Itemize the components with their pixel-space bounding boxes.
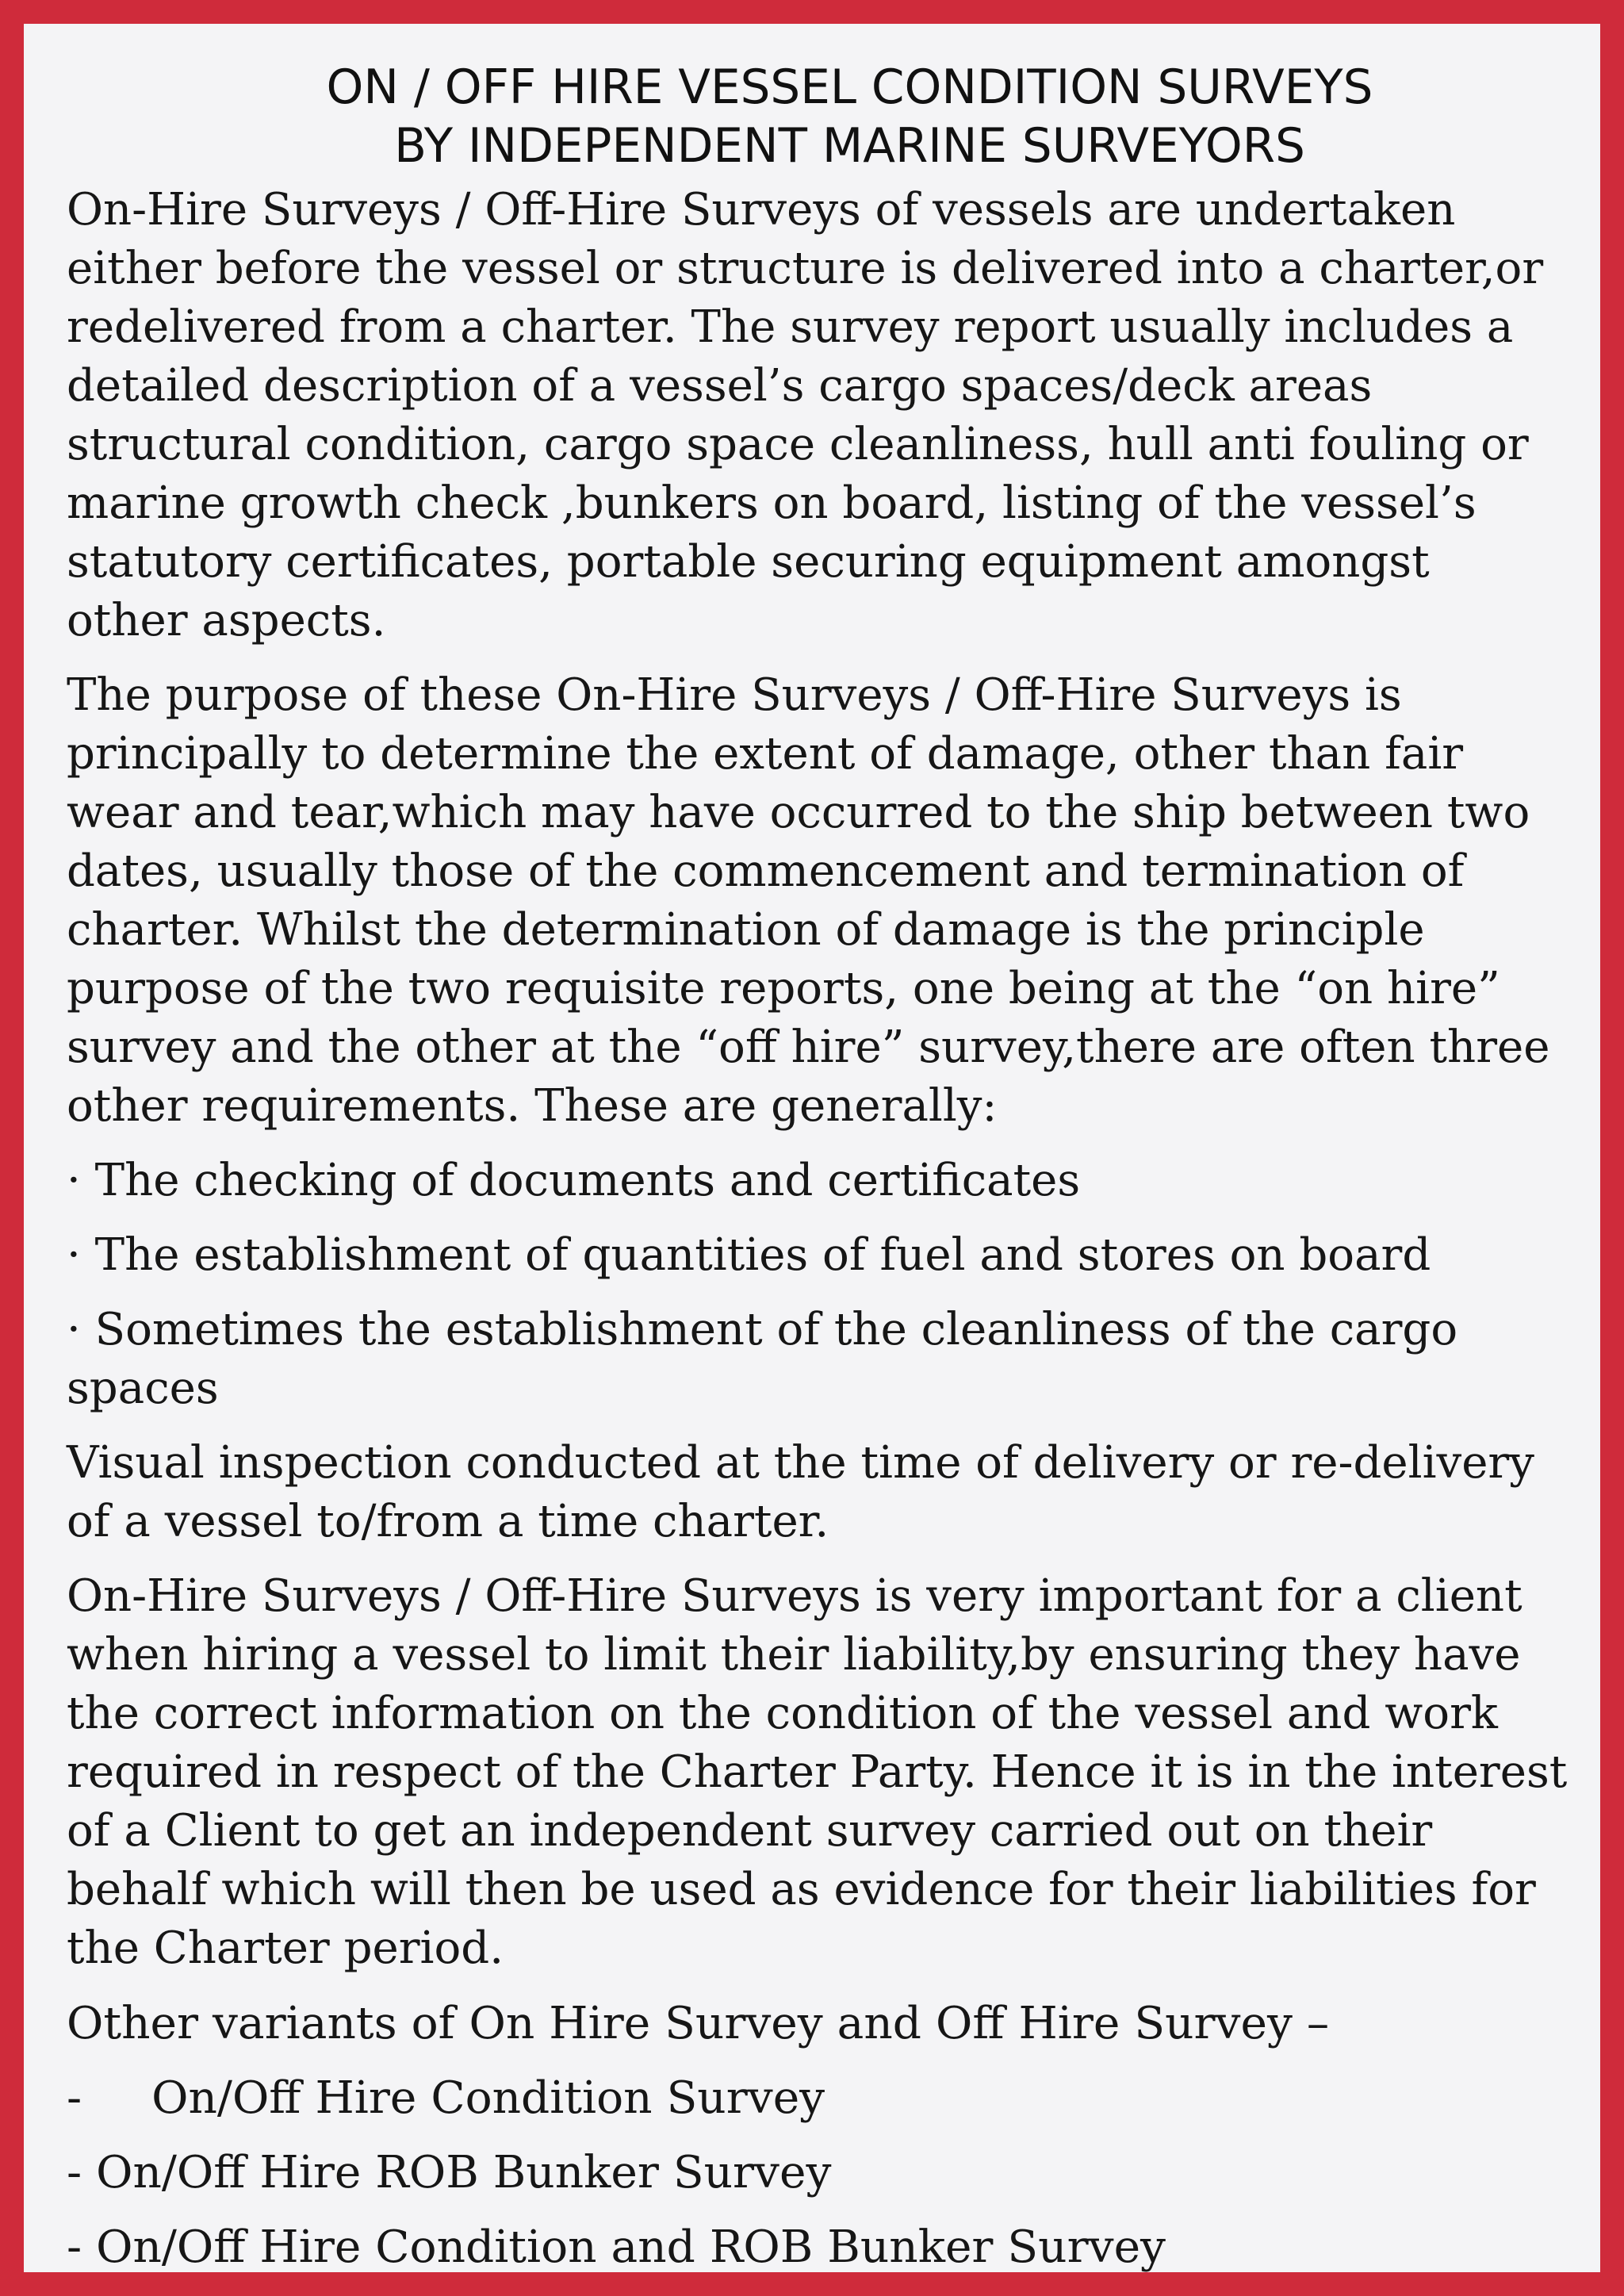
title-line-2: BY INDEPENDENT MARINE SURVEYORS	[394, 119, 1305, 174]
bullet-line: spaces	[67, 1363, 219, 1414]
paragraph-line: of a Client to get an independent survey carried out on their	[67, 1805, 1433, 1857]
variant-item: - On/Off Hire Condition and ROB Bunker Survey	[67, 2221, 1166, 2273]
bullet-item	[67, 1152, 1624, 1210]
paragraph-line: redelivered from a charter. The survey report usually includes a	[67, 301, 1514, 353]
paragraph-line: statutory certificates, portable securing equipment amongst	[67, 536, 1430, 588]
bullet-line: · Sometimes the establishment of the cleanliness of the cargo	[67, 1304, 1458, 1355]
variant-text: On/Off Hire Condition Survey	[151, 2072, 825, 2124]
variants-intro: Other variants of On Hire Survey and Off Hire Survey –	[67, 1997, 1330, 2049]
paragraph-line: wear and tear,which may have occurred to the ship between two	[67, 787, 1530, 838]
paragraph-line: On-Hire Surveys / Off-Hire Surveys is very important for a client	[67, 1570, 1522, 1622]
paragraph-line: other requirements. These are generally:	[67, 1080, 998, 1132]
paragraph-line: principally to determine the extent of damage, other than fair	[67, 728, 1464, 780]
page-title	[67, 59, 1624, 176]
paragraph-intro	[67, 181, 1624, 650]
paragraph-line: survey and the other at the “off hire” survey,there are often three	[67, 1022, 1550, 1073]
title-line-1: ON / OFF HIRE VESSEL CONDITION SURVEYS	[326, 60, 1373, 115]
variant-item: - On/Off Hire ROB Bunker Survey	[67, 2146, 832, 2198]
paragraph-line: On-Hire Surveys / Off-Hire Surveys of vessels are undertaken	[67, 184, 1456, 236]
bullet-line: · The establishment of quantities of fuel and stores on board	[67, 1229, 1431, 1281]
paragraph-line: structural condition, cargo space cleanliness, hull anti fouling or	[67, 419, 1529, 470]
paragraph-line: charter. Whilst the determination of damage is the principle	[67, 904, 1425, 956]
document-body	[67, 59, 1624, 2292]
paragraph-line: of a vessel to/from a time charter.	[67, 1496, 829, 1547]
paragraph-purpose	[67, 666, 1624, 1136]
variant-item	[67, 2068, 1624, 2127]
bullet-item	[67, 1301, 1624, 1418]
paragraph-line: detailed description of a vessel’s cargo spaces/deck areas	[67, 360, 1373, 412]
paragraph-line: marine growth check ,bunkers on board, listing of the vessel’s	[67, 477, 1477, 529]
variant-dash: -	[67, 2072, 82, 2124]
paragraph-line: when hiring a vessel to limit their liability,by ensuring they have	[67, 1629, 1521, 1681]
paragraph-line: required in respect of the Charter Party. Hence it is in the interest	[67, 1746, 1568, 1798]
paragraph-line: the Charter period.	[67, 1922, 504, 1974]
paragraph-line: the correct information on the condition of the vessel and work	[67, 1688, 1498, 1739]
paragraph-line: Visual inspection conducted at the time of delivery or re-delivery	[67, 1437, 1534, 1489]
paragraph-line: behalf which will then be used as evidence for their liabilities for	[67, 1864, 1536, 1915]
paragraph-importance	[67, 1567, 1624, 1978]
bullet-item	[67, 1226, 1624, 1285]
bullet-line: · The checking of documents and certificates	[67, 1155, 1081, 1206]
paragraph-line: dates, usually those of the commencement and termination of	[67, 845, 1465, 897]
paragraph-line: purpose of the two requisite reports, one being at the “on hire”	[67, 963, 1500, 1014]
paragraph-line: The purpose of these On-Hire Surveys / Off-Hire Surveys is	[67, 669, 1402, 721]
paragraph-line: either before the vessel or structure is delivered into a charter,or	[67, 243, 1544, 294]
paragraph-line: other aspects.	[67, 595, 386, 646]
paragraph-visual-inspection	[67, 1434, 1624, 1551]
